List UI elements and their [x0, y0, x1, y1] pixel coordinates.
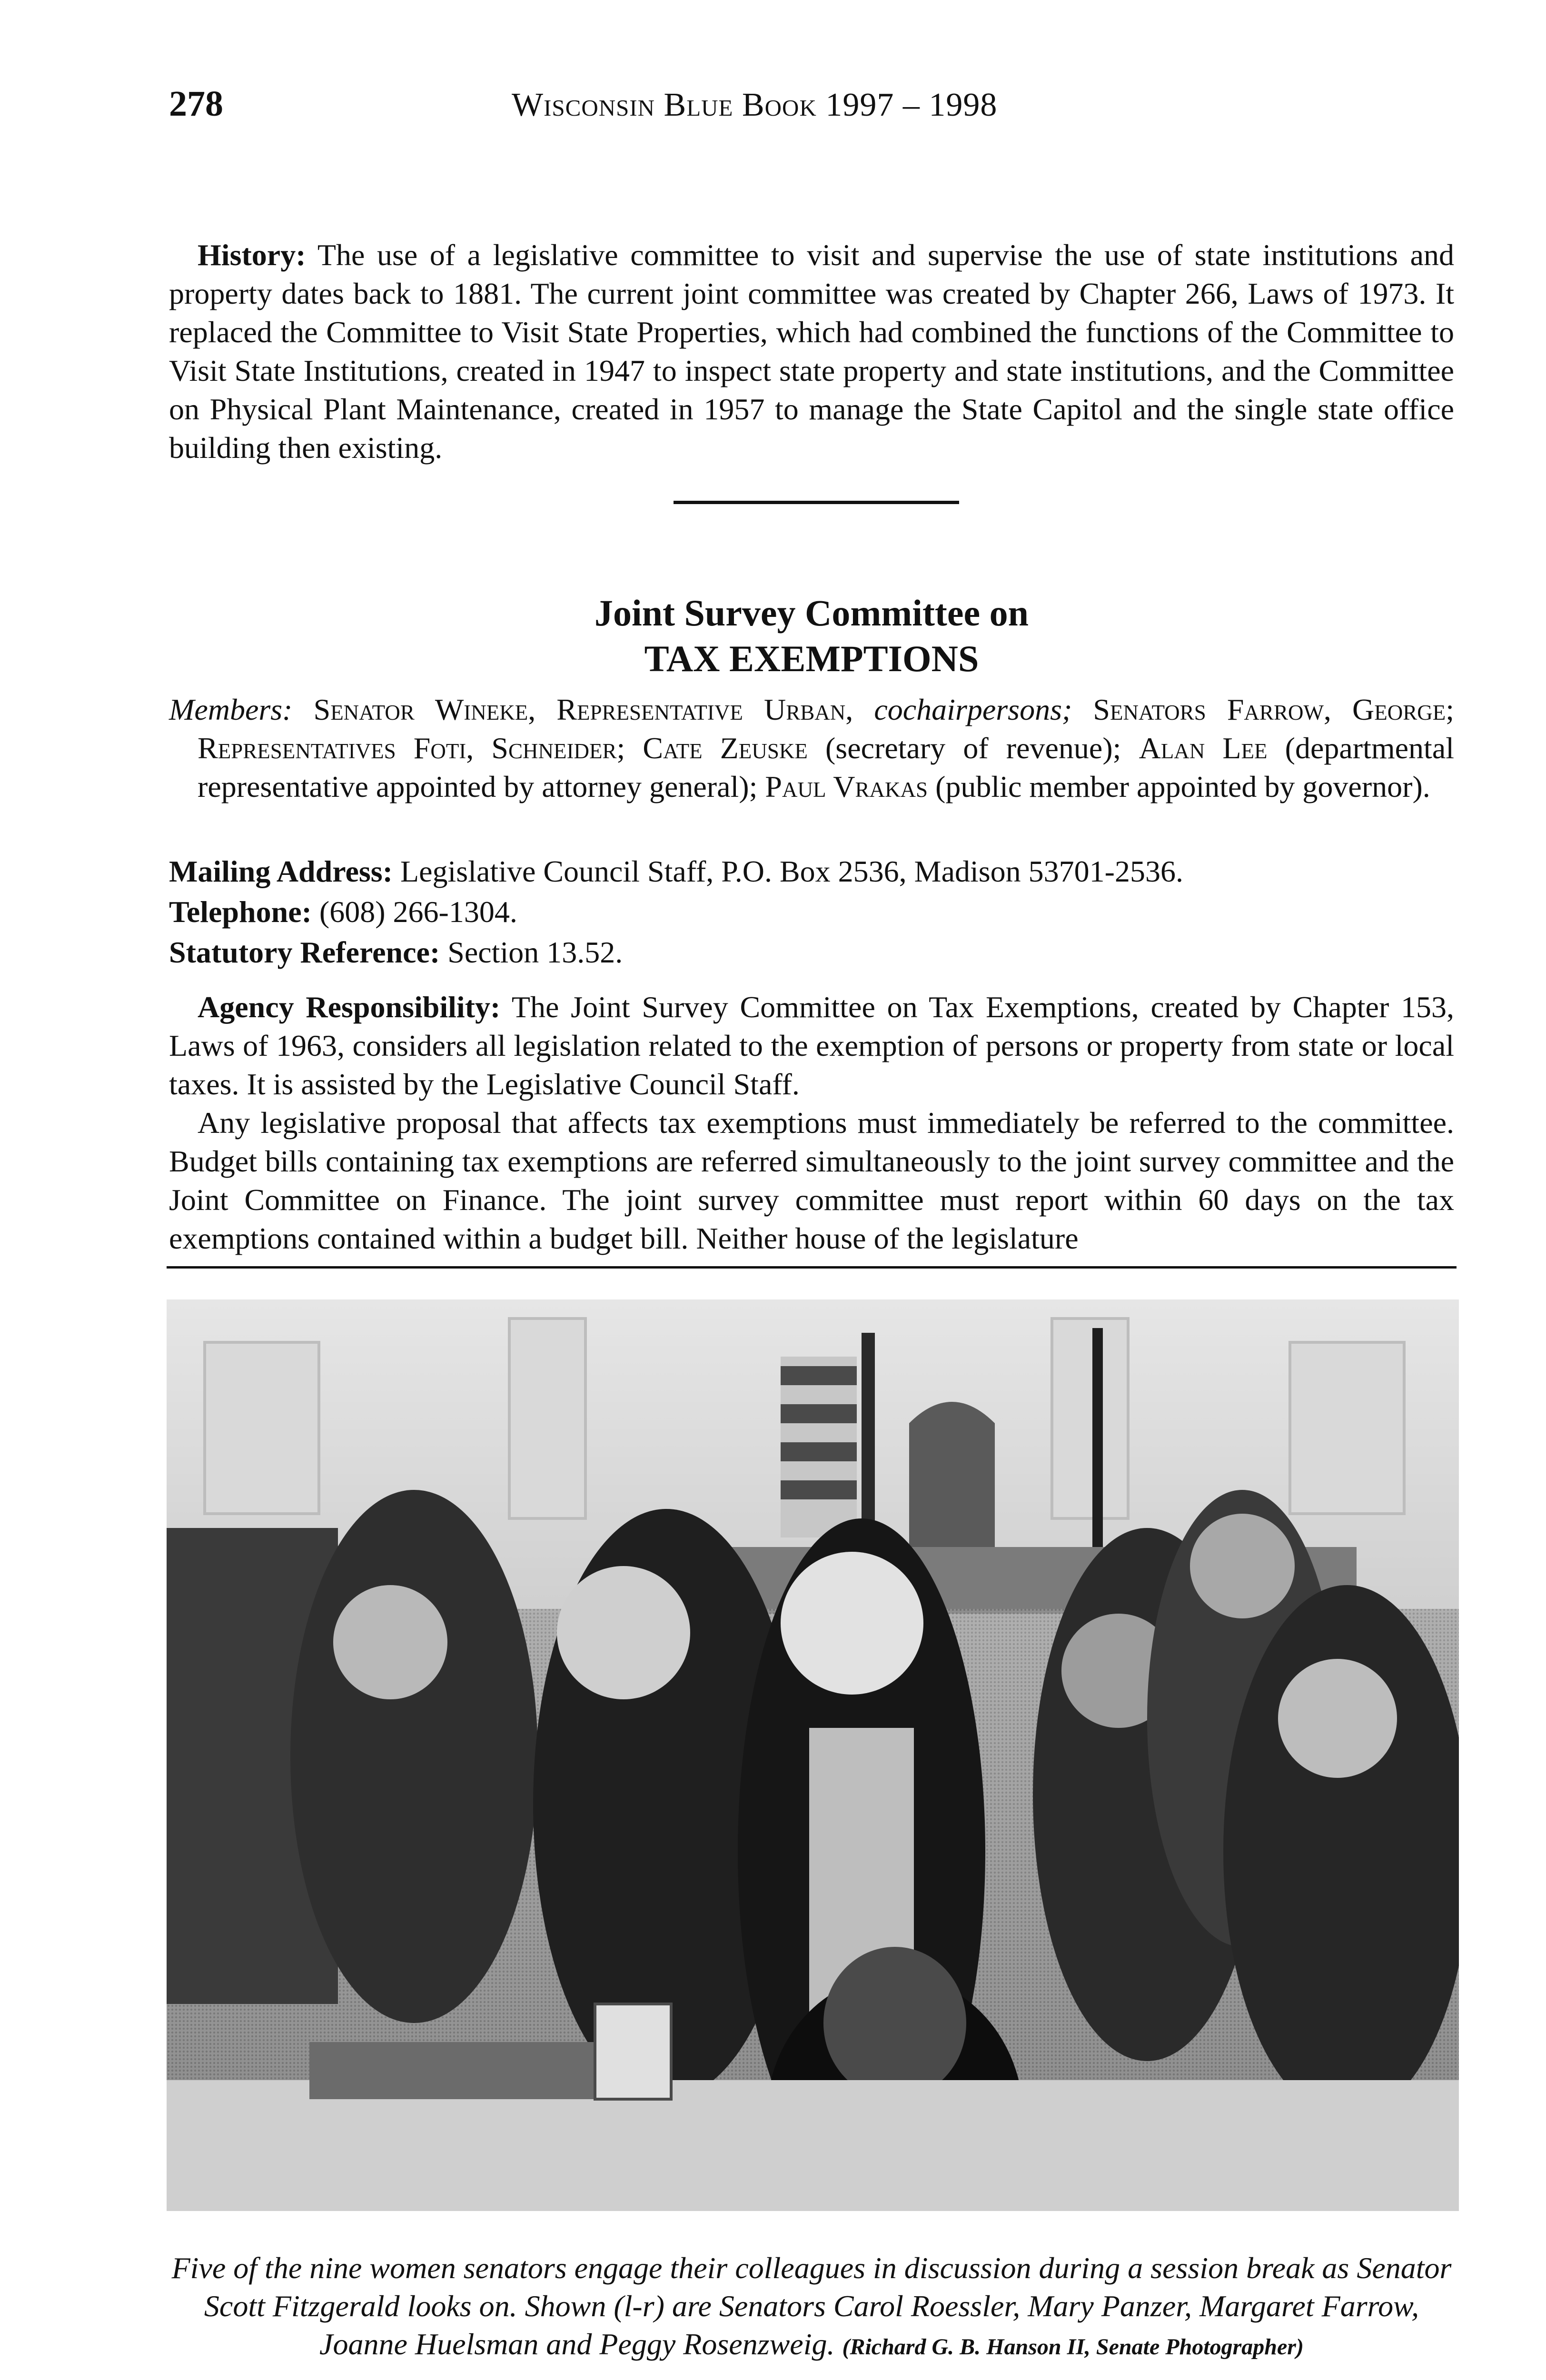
contact-fields	[169, 852, 1454, 973]
members-chairs-role: cochairpersons;	[874, 693, 1072, 726]
members-others1: Senators Farrow, George; Representatives Foti, Schneider; Cate Zeuske	[198, 693, 1455, 765]
page-header	[169, 83, 1454, 140]
members-others3-note: (public member appointed by governor).	[935, 770, 1430, 803]
statutory-label: Statutory Reference:	[169, 935, 440, 969]
members-others3: Paul Vrakas	[765, 770, 928, 803]
section-divider	[674, 501, 959, 504]
page-number: 278	[169, 84, 223, 124]
history-label: History:	[198, 238, 306, 272]
members-label: Members:	[169, 693, 293, 726]
mailing-address	[169, 852, 1454, 891]
history-text: The use of a legislative committee to visit and supervise the use of state institutions and property dates back to 1881. The current joint committee was created by Chapter 266, Laws of 1973. It replaced the Committee to Visit State Properties, which had combined the functions of the Committee to Visit State Institutions, created in 1947 to inspect state property and state institutions, and the Committee on Physical Plant Maintenance, created in 1957 to manage the State Capitol and the single state office building then existing.	[169, 238, 1454, 465]
section-title	[169, 590, 1454, 682]
responsibility-label: Agency Responsibility:	[198, 990, 501, 1024]
telephone	[169, 892, 1454, 931]
history-paragraph	[169, 236, 1454, 467]
statutory-value: Section 13.52.	[440, 935, 623, 969]
responsibility-paragraph	[169, 988, 1454, 1103]
members-chairs: Senator Wineke, Representative Urban,	[313, 693, 853, 726]
running-title: Wisconsin Blue Book 1997 – 1998	[512, 87, 998, 123]
caption-text: Five of the nine women senators engage their colleagues in discussion during a session break as Senator Scott Fitzgerald looks on. Shown (l-r) are Senators Carol Roessler, Mary Panzer, Margaret Farrow, Joanne Huelsman and Peggy Rosenzweig.	[171, 2251, 1452, 2361]
senate-photo	[167, 1299, 1459, 2211]
telephone-label: Telephone:	[169, 895, 312, 929]
responsibility-text: The Joint Survey Committee on Tax Exemptions, created by Chapter 153, Laws of 1963, considers all legislation related to the exemption of persons or property from state or local taxes. It is assisted by the Legislative Council Staff.	[169, 990, 1455, 1101]
photo-credit: (Richard G. B. Hanson II, Senate Photographer)	[842, 2334, 1304, 2360]
responsibility-paragraph-2: Any legislative proposal that affects tax exemptions must immediately be referred to the committee. Budget bills containing tax exemptions are referred simultaneously to the joint survey committee and the Joint Committee on Finance. The joint survey committee must report within 60 days on the tax exemptions contained within a budget bill. Neither house of the legislature	[169, 1106, 1454, 1255]
section-title-line1: Joint Survey Committee on	[594, 592, 1029, 634]
statutory-reference	[169, 933, 1454, 972]
mailing-value: Legislative Council Staff, P.O. Box 2536, Madison 53701-2536.	[393, 854, 1183, 888]
members-others2: Alan Lee	[1139, 731, 1268, 765]
members-block	[169, 690, 1454, 806]
photo-caption	[169, 2249, 1454, 2366]
members-others1-note: (secretary of revenue);	[825, 731, 1121, 765]
responsibility-section	[169, 988, 1454, 1258]
mailing-label: Mailing Address:	[169, 854, 393, 888]
history-section	[169, 236, 1454, 467]
telephone-value: (608) 266-1304.	[311, 895, 517, 929]
members-paragraph	[169, 690, 1454, 806]
senate-photo-illustration	[167, 1299, 1459, 2211]
photo-top-rule	[167, 1266, 1457, 1269]
members-others2-note: (departmental representative appointed by attorney general);	[198, 731, 1455, 803]
section-title-line2: TAX EXEMPTIONS	[644, 638, 979, 679]
